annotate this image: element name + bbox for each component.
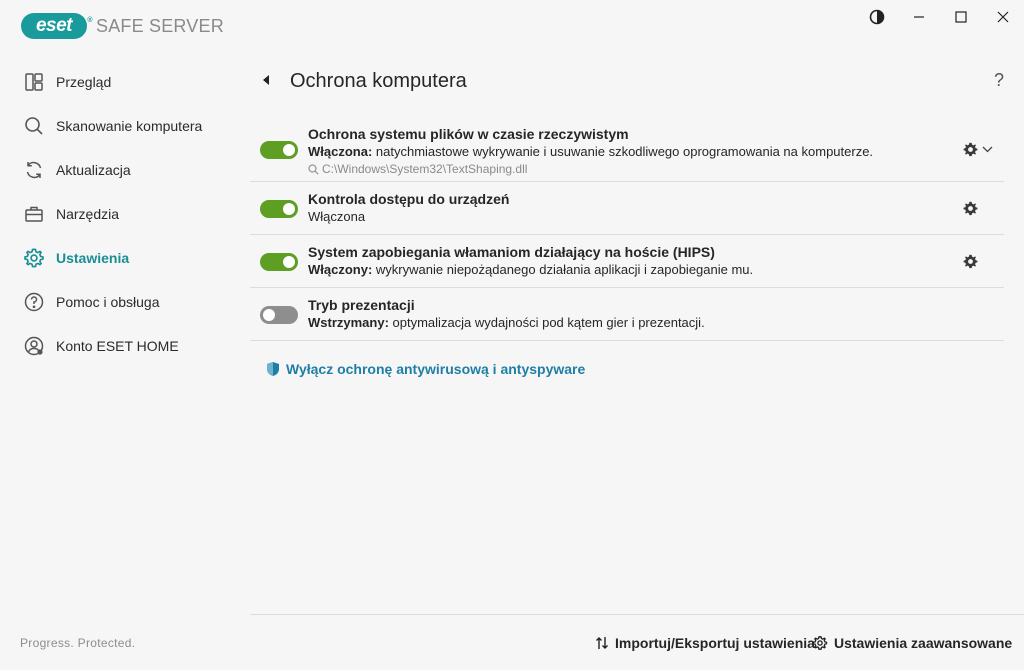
help-icon (22, 290, 46, 314)
row-text (308, 296, 705, 332)
gear-icon (962, 200, 979, 217)
import-export-button[interactable] (595, 635, 815, 651)
gear-icon (812, 635, 828, 651)
sidebar-item-tools[interactable] (0, 192, 250, 236)
back-button[interactable] (262, 72, 276, 88)
contrast-icon (869, 9, 885, 25)
page-header (250, 52, 1024, 110)
logo-badge: eset ® (21, 13, 87, 39)
expand-button[interactable] (982, 143, 994, 155)
sidebar-item-help[interactable] (0, 280, 250, 324)
list-item (250, 182, 1004, 235)
shield-icon (266, 361, 280, 377)
row-description (308, 208, 509, 226)
chevron-down-icon (982, 146, 993, 153)
sidebar (0, 60, 250, 368)
realtime-settings-button[interactable] (962, 140, 980, 158)
gear-icon (22, 246, 46, 270)
product-name: SAFE SERVER (96, 15, 224, 36)
row-description (308, 314, 705, 332)
gear-icon (962, 253, 979, 270)
briefcase-icon (22, 202, 46, 226)
row-description-text: optymalizacja wydajności pod kątem gier i prezentacji. (388, 315, 705, 330)
maximize-icon (955, 11, 967, 23)
gear-icon (962, 141, 979, 158)
refresh-icon (22, 158, 46, 182)
sidebar-item-label: Skanowanie komputera (56, 118, 203, 134)
realtime-protection-toggle[interactable] (260, 141, 298, 159)
sidebar-item-label: Pomoc i obsługa (56, 294, 160, 310)
list-item (250, 120, 1004, 182)
row-description (308, 261, 753, 279)
row-title: Kontrola dostępu do urządzeń (308, 191, 510, 207)
sidebar-item-overview[interactable] (0, 60, 250, 104)
logo-text: eset (35, 15, 73, 36)
hips-toggle[interactable] (260, 253, 298, 271)
title-bar (0, 0, 1024, 52)
row-description-text: wykrywanie niepożądanego działania aplikacji i zapobieganie mu. (372, 262, 754, 277)
device-control-settings-button[interactable] (962, 199, 980, 217)
row-title: Tryb prezentacji (308, 297, 415, 313)
import-export-label: Importuj/Eksportuj ustawienia (615, 635, 815, 651)
search-icon (22, 114, 46, 138)
list-item (250, 288, 1004, 341)
sidebar-item-label: Aktualizacja (56, 162, 131, 178)
back-arrow-icon (262, 74, 270, 86)
list-item (250, 235, 1004, 288)
close-button[interactable] (982, 0, 1024, 34)
disable-protection-label: Wyłącz ochronę antywirusową i antyspyware (286, 361, 586, 377)
sidebar-item-update[interactable] (0, 148, 250, 192)
protection-list (250, 120, 1004, 341)
import-export-icon (595, 636, 609, 650)
row-text (308, 190, 509, 226)
minimize-icon (913, 11, 925, 23)
dashboard-icon (22, 70, 46, 94)
row-status: Wstrzymany: (308, 315, 389, 330)
presentation-mode-toggle[interactable] (260, 306, 298, 324)
sidebar-item-account[interactable] (0, 324, 250, 368)
close-icon (997, 11, 1009, 23)
sidebar-item-label: Przegląd (56, 74, 112, 90)
maximize-button[interactable] (940, 0, 982, 34)
tagline: Progress. Protected. (20, 636, 136, 650)
row-title: System zapobiegania włamaniom działający na hoście (HIPS) (308, 244, 715, 260)
sidebar-item-label: Konto ESET HOME (56, 338, 179, 354)
row-description (308, 143, 873, 161)
minimize-button[interactable] (898, 0, 940, 34)
page-title: Ochrona komputera (290, 70, 467, 92)
disable-protection-link[interactable] (266, 361, 585, 377)
path-text: C:\Windows\System32\TextShaping.dll (322, 162, 528, 176)
row-status: Włączona: (308, 144, 373, 159)
main-content (250, 52, 1024, 377)
eset-logo (21, 13, 224, 39)
sidebar-item-settings[interactable] (0, 236, 250, 280)
bottom-bar (250, 614, 1024, 670)
device-control-toggle[interactable] (260, 200, 298, 218)
sidebar-item-scan[interactable] (0, 104, 250, 148)
help-button[interactable]: ? (993, 70, 1004, 90)
sidebar-item-label: Ustawienia (56, 250, 130, 266)
row-title: Ochrona systemu plików w czasie rzeczywistym (308, 126, 629, 142)
row-text (308, 243, 753, 279)
scanned-file-path (308, 161, 873, 177)
hips-settings-button[interactable] (962, 252, 980, 270)
window-controls (856, 0, 1024, 34)
advanced-settings-label: Ustawienia zaawansowane (834, 635, 1013, 651)
row-text (308, 125, 873, 177)
advanced-settings-button[interactable] (812, 635, 1012, 651)
theme-toggle-button[interactable] (856, 0, 898, 34)
row-status: Włączony: (308, 262, 373, 277)
row-description-text: natychmiastowe wykrywanie i usuwanie szkodliwego oprogramowania na komputerze. (372, 144, 874, 159)
account-icon (22, 334, 46, 358)
magnifier-icon (308, 164, 319, 175)
row-status: Włączona (308, 209, 366, 224)
sidebar-item-label: Narzędzia (56, 206, 120, 222)
